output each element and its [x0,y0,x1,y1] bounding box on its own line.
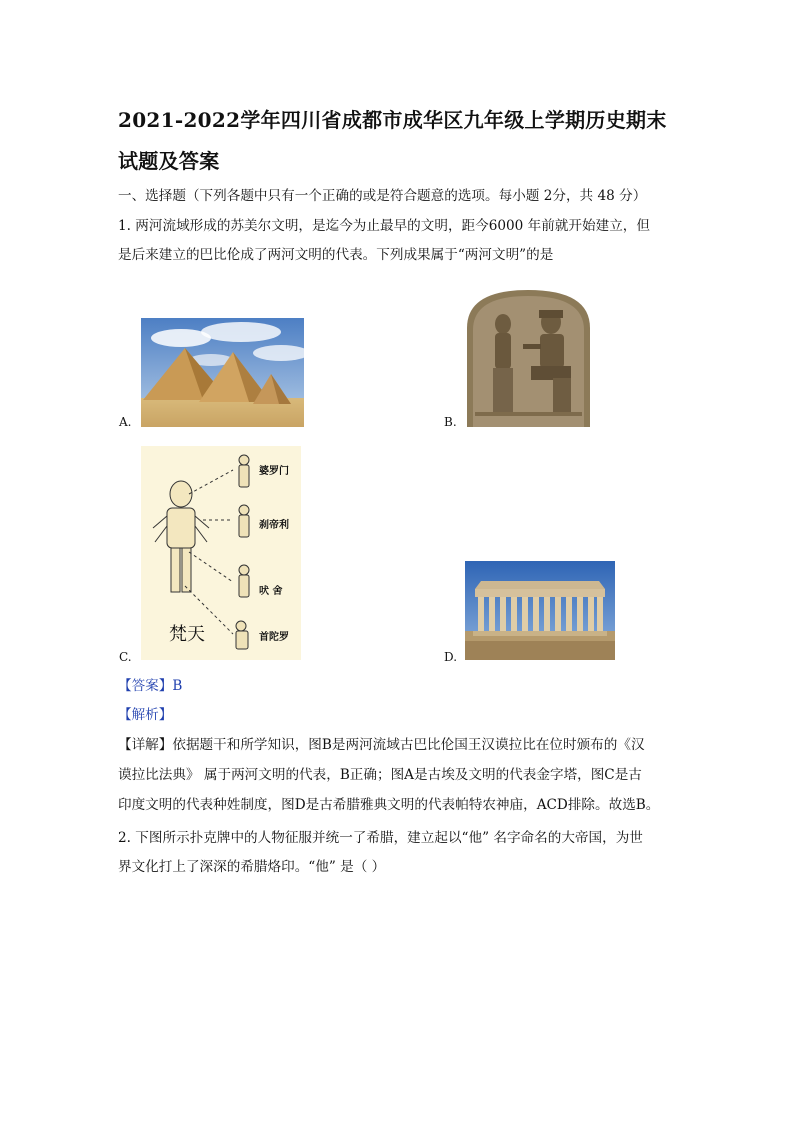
caste-label-vaishya: 吠 舍 [259,586,283,597]
hammurabi-stele-image [465,288,592,427]
option-c-image [141,446,301,660]
pyramids-image [141,318,304,427]
q1-line1: 1. 两河流域形成的苏美尔文明，是迄今为止最早的文明，距今6000 年前就开始建立，但 [118,218,650,234]
option-a-image [141,318,304,427]
caste-label-kshatriya: 刹帝利 [259,520,289,531]
q1-line2: 是后来建立的巴比伦成了两河文明的代表。下列成果属于“两河文明”的是 [118,247,554,263]
parthenon-image [465,561,615,660]
option-d-image [465,561,615,660]
option-d-label: D. [444,650,458,664]
detail-tag: 【详解】 [118,737,173,753]
option-a-label: A. [119,415,132,429]
q2-line1: 2. 下图所示扑克牌中的人物征服并统一了希腊，建立起以“他” 名字命名的大帝国，为世 [118,830,643,846]
q2-line2: 界文化打上了深深的希腊烙印。“他” 是（ ） [118,859,386,875]
option-b-label: B. [444,415,457,429]
answer-line: 【答案】B [118,678,183,694]
analysis-tag: 【解析】 [118,707,173,723]
caste-label-shudra: 首陀罗 [259,632,289,643]
page-title-line1: 2021-2022学年四川省成都市成华区九年级上学期历史期末 [118,108,667,132]
caste-label-brahmin: 婆罗门 [259,466,289,477]
caste-label-brahma: 梵天 [169,624,205,645]
section-heading: 一、选择题（下列各题中只有一个正确的或是符合题意的选项。每小题 2分，共 48 分） [118,188,647,204]
option-b-image [465,288,592,427]
page-title-line2: 试题及答案 [118,149,220,173]
detail-line1 [118,735,645,755]
detail-line2: 谟拉比法典》 属于两河文明的代表，B正确；图A是古埃及文明的代表金字塔，图C是古 [118,767,642,783]
detail-text1: 依据题干和所学知识，图B是两河流域古巴比伦国王汉谟拉比在位时颁布的《汉 [172,737,645,753]
detail-line3: 印度文明的代表种姓制度，图D是古希腊雅典文明的代表帕特农神庙，ACD排除。故选B。 [118,797,660,813]
option-c-label: C. [119,650,132,664]
